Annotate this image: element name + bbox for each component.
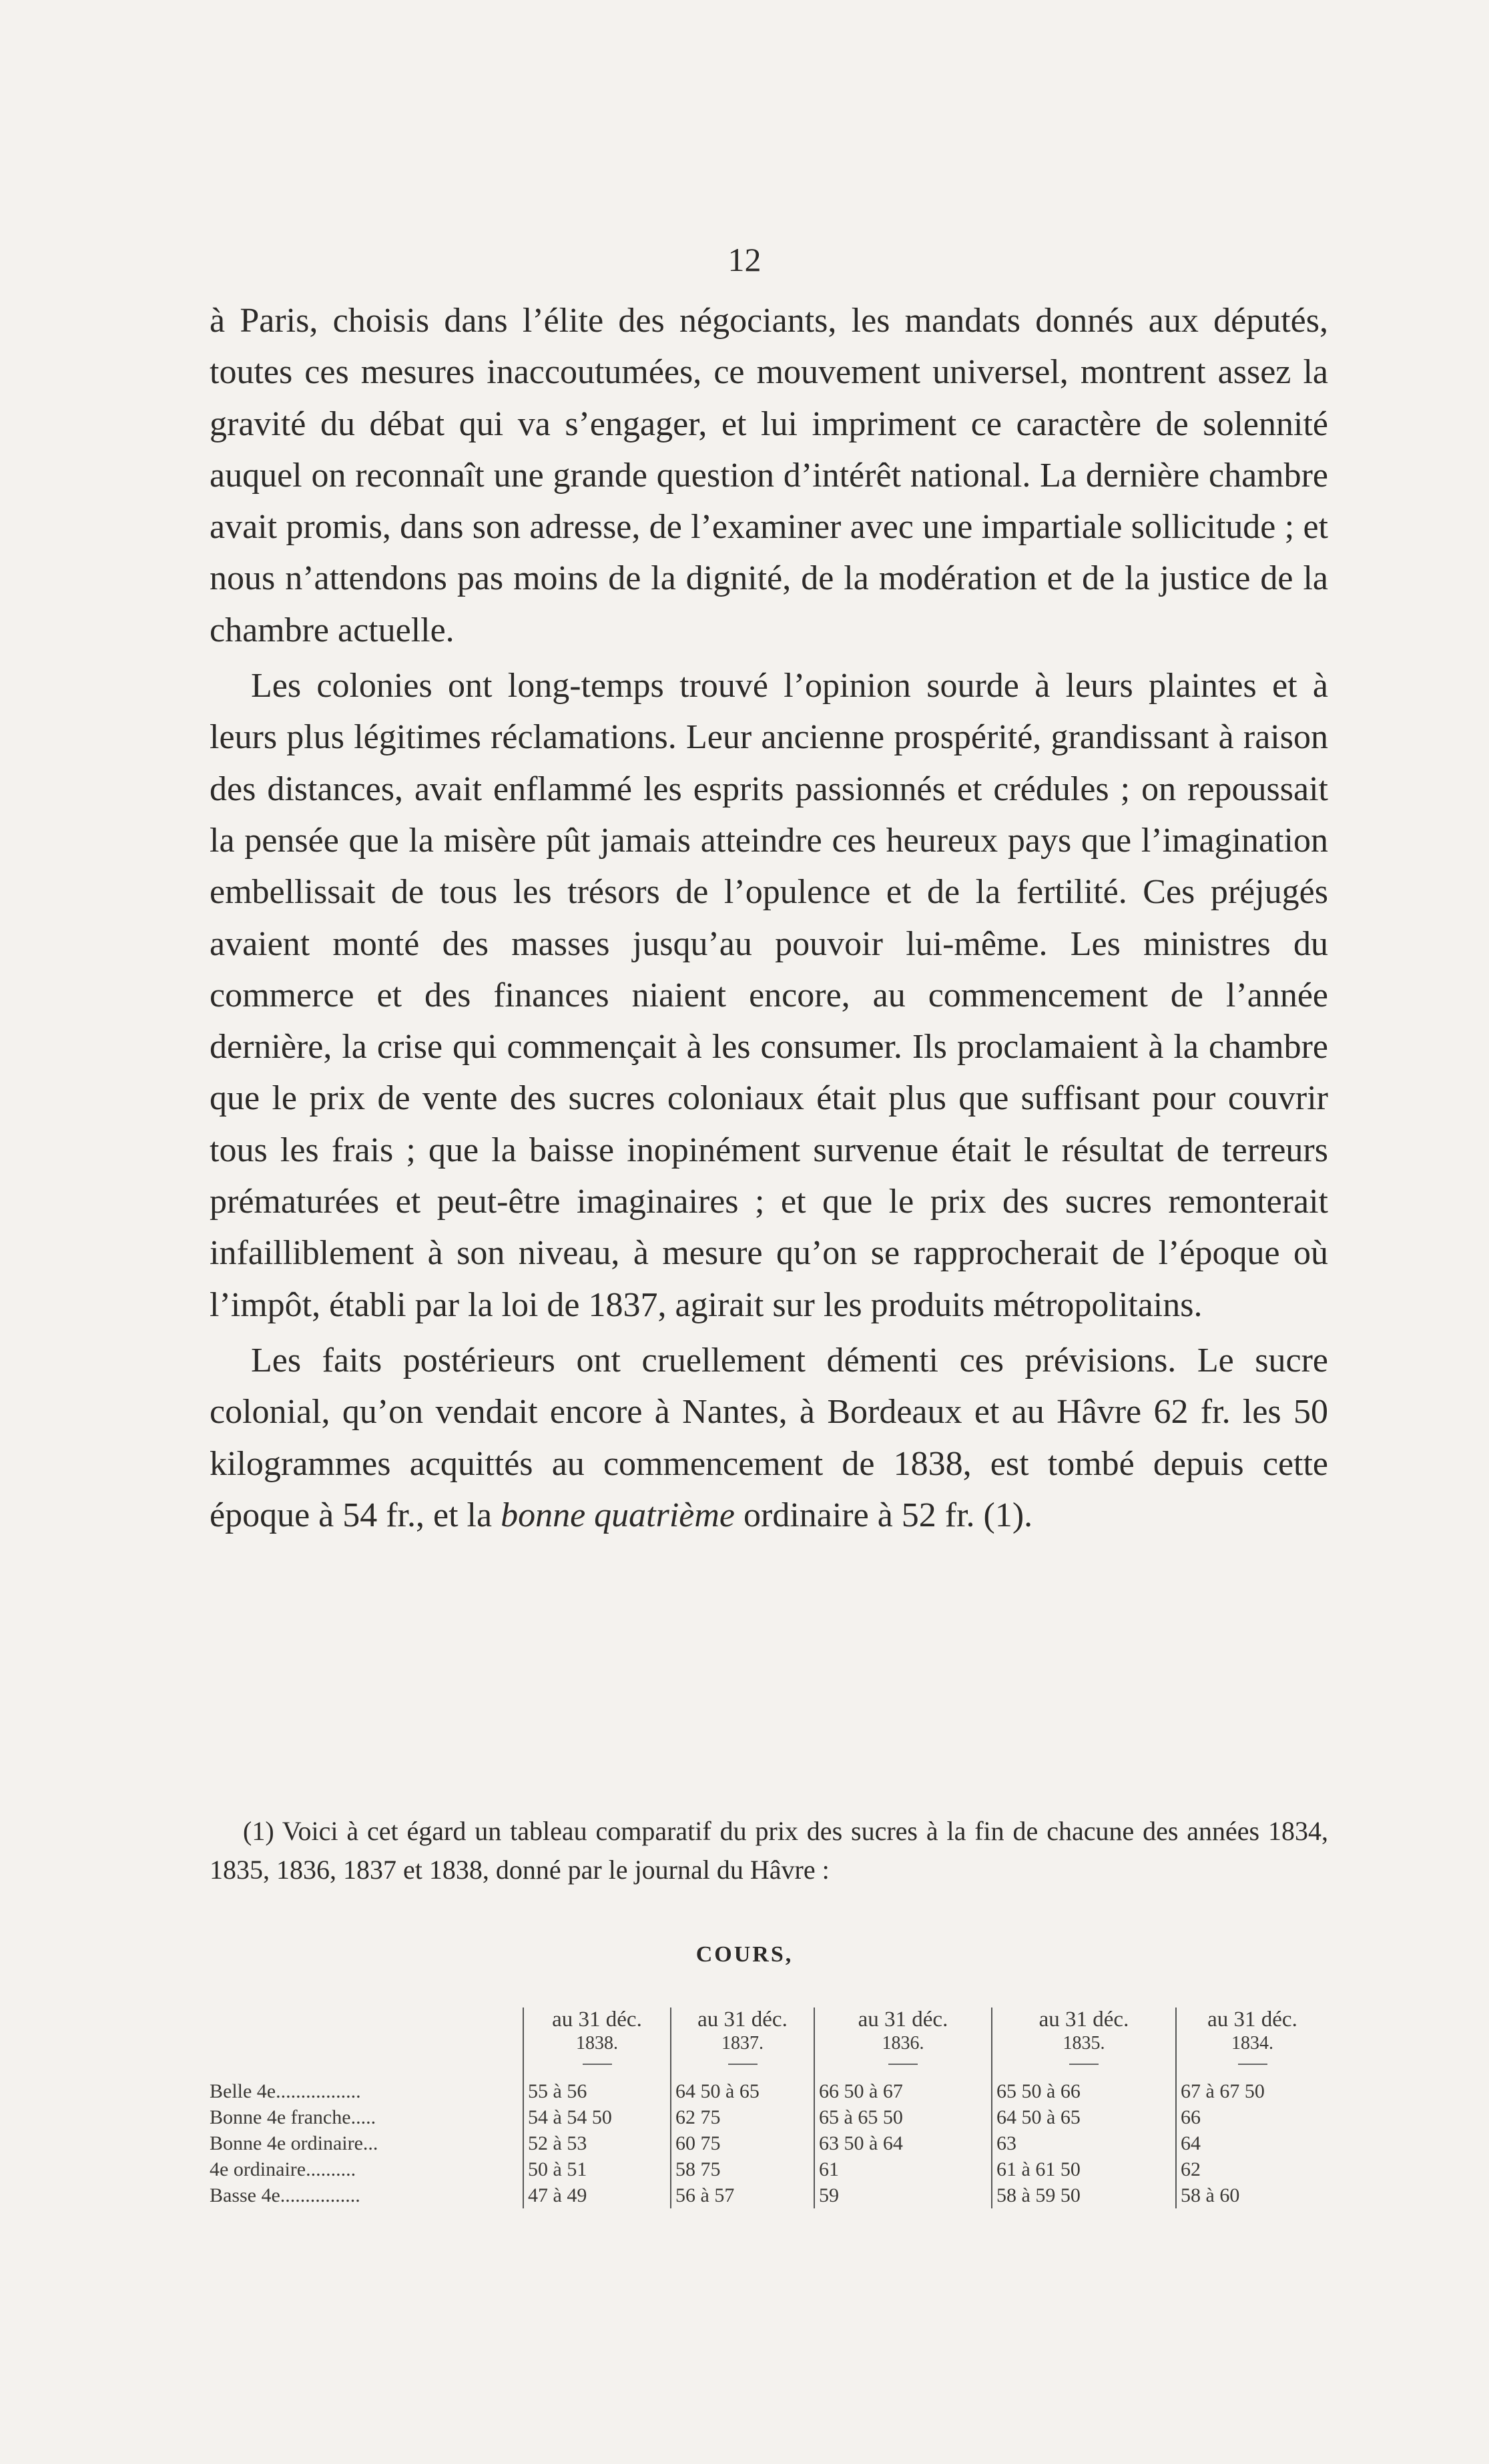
table-cell: 58 à 60 [1176,2182,1328,2208]
table-cell: 52 à 53 [523,2130,671,2156]
footnote-text: (1) Voici à cet égard un tableau comparatif du prix des sucres à la fin de chacune des années 1834, 1835, 1836, 1837 et 1838, donné par le journal du Hâvre : [210,1816,1328,1885]
column-header: au 31 déc. 1836. [814,2008,992,2078]
table-cell: 67 à 67 50 [1176,2078,1328,2104]
column-header: au 31 déc. 1834. [1176,2008,1328,2078]
paragraph-1: à Paris, choisis dans l’élite des négociants, les mandats donnés aux députés, toutes ces mesures inaccoutumées, ce mouvement universel, montrent assez la gravité du débat qui va s’engager, et lui impriment ce caractère de solennité auquel on reconnaît une grande question d’intérêt national. La dernière chambre avait promis, dans son adresse, de l’examiner avec une impartiale sollicitude ; et nous n’attendons pas moins de la dignité, de la modération et de la justice de la chambre actuelle. [210,302,1328,649]
table-cell: 66 50 à 67 [814,2078,992,2104]
table-cell: 64 [1176,2130,1328,2156]
table-cell: 62 [1176,2156,1328,2182]
table-row [210,2182,1328,2208]
table-cell: 64 50 à 65 [992,2104,1176,2130]
table-cell: 64 50 à 65 [671,2078,814,2104]
table-cell: 58 à 59 50 [992,2182,1176,2208]
table-cell: 63 50 à 64 [814,2130,992,2156]
table-cell: 61 à 61 50 [992,2156,1176,2182]
table-row [210,2156,1328,2182]
table-cell: 65 50 à 66 [992,2078,1176,2104]
table-cell: 56 à 57 [671,2182,814,2208]
table-cell: 54 à 54 50 [523,2104,671,2130]
table-cell: 55 à 56 [523,2078,671,2104]
table-cell: 50 à 51 [523,2156,671,2182]
table-cell: 59 [814,2182,992,2208]
table-cell: 62 75 [671,2104,814,2130]
paragraph-3-end: ordinaire à 52 fr. (1). [743,1496,1033,1534]
table-cell: 66 [1176,2104,1328,2130]
table-row [210,2078,1328,2104]
table-cell: 63 [992,2130,1176,2156]
row-label: 4e ordinaire.......... [210,2158,356,2180]
column-header: au 31 déc. 1838. [523,2008,671,2078]
page-number: 12 [727,241,762,278]
footnote [210,1812,1328,1889]
row-label: Basse 4e................ [210,2184,360,2206]
row-label: Belle 4e................. [210,2080,361,2102]
body-text [210,295,1328,1541]
row-label: Bonne 4e franche..... [210,2106,376,2128]
table-cell: 65 à 65 50 [814,2104,992,2130]
paragraph-3-start: Les faits postérieurs ont cruellement démenti ces prévisions. Le sucre colonial, qu’on vendait encore à Nantes, à Bordeaux et au Hâvre 62 fr. les 50 kilogrammes acquittés au commencement de 1838, est tombé depuis cette époque à 54 fr., et la [210,1341,1328,1534]
paragraph-2: Les colonies ont long-temps trouvé l’opinion sourde à leurs plaintes et à leurs plus légitimes réclamations. Leur ancienne prospérité, grandissant à raison des distances, avait enflammé les esprits passionnés et crédules ; on repoussait la pensée que la misère pût jamais atteindre ces heureux pays que l’imagination embellissait de tous les trésors de l’opulence et de la fertilité. Ces préjugés avaient monté des masses jusqu’au pouvoir lui-même. Les ministres du commerce et des finances niaient encore, au commencement de l’année dernière, la crise qui commençait à les consumer. Ils proclamaient à la chambre que le prix de vente des sucres coloniaux était plus que suffisant pour couvrir tous les frais ; que la baisse inopinément survenue était le résultat de terreurs prématurées et peut-être imaginaires ; et que le prix des sucres remonterait infailliblement à son niveau, à mesure qu’on se rapprocherait de l’époque où l’impôt, établi par la loi de 1837, agirait sur les produits métropolitains. [210,667,1328,1324]
table-cell: 58 75 [671,2156,814,2182]
table-row [210,2130,1328,2156]
price-table [210,2008,1328,2208]
column-header: au 31 déc. 1835. [992,2008,1176,2078]
table-cell: 60 75 [671,2130,814,2156]
table-row [210,2104,1328,2130]
paragraph-3 [210,1335,1328,1541]
paragraph-3-italic: bonne quatrième [501,1496,735,1534]
column-header: au 31 déc. 1837. [671,2008,814,2078]
table-cell: 61 [814,2156,992,2182]
table-header-empty [210,2008,523,2078]
table-header-row [210,2008,1328,2078]
row-label: Bonne 4e ordinaire... [210,2132,378,2154]
table-cell: 47 à 49 [523,2182,671,2208]
table-title: COURS, [695,1942,794,1967]
